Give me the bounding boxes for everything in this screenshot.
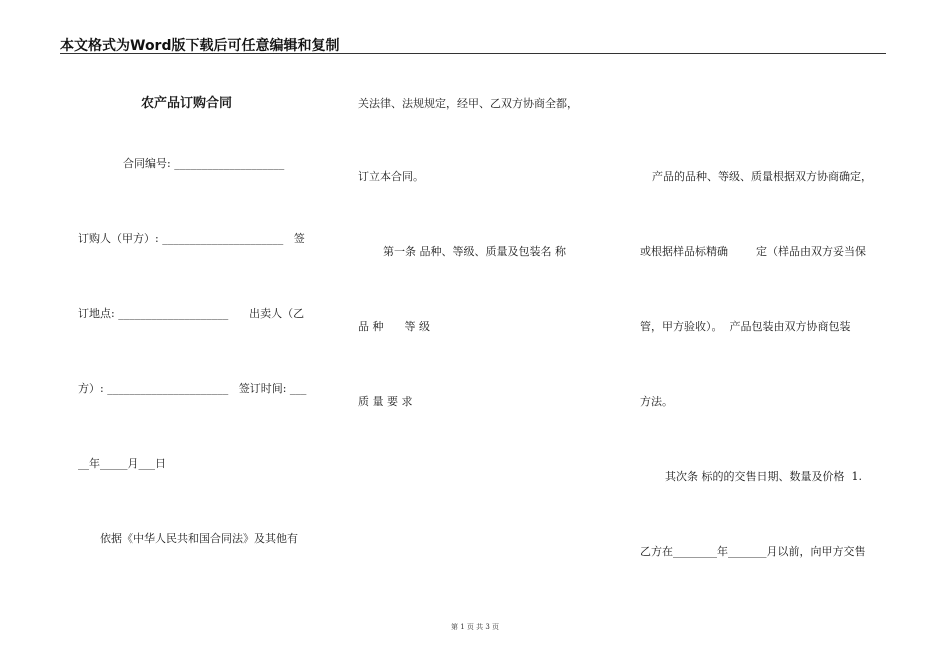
signing-place-line: 订地点: ____________________ 出卖人（乙 <box>78 307 305 320</box>
document-title: 农产品订购合同 <box>141 96 233 111</box>
date-blanks-line: __年_____月___日 <box>78 457 166 470</box>
contract-number-line: 合同编号: ____________________ <box>123 157 285 170</box>
buyer-line: 订购人（甲方）: ______________________ 签 <box>78 232 305 245</box>
basis-paragraph-line: 依据《中华人民共和国合同法》及其他有 <box>100 532 298 545</box>
article-two-heading: 其次条 标的的交售日期、数量及价格 1. <box>665 470 862 483</box>
quality-requirement-line: 质 量 要 求 <box>358 395 413 408</box>
law-paragraph-line: 关法律、法规规定，经甲、乙双方协商全都， <box>358 97 578 110</box>
download-note-header: 本文格式为Word版下载后可任意编辑和复制 <box>60 38 340 54</box>
method-line: 方法。 <box>640 395 673 408</box>
variety-grade-line: 品 种 等 级 <box>358 320 430 333</box>
packaging-line: 管，甲方验收）。 产品包装由双方协商包装 <box>640 320 851 333</box>
header-divider <box>60 53 886 54</box>
delivery-date-line: 乙方在________年_______月以前，向甲方交售 <box>640 545 866 558</box>
signing-date-line: 方）: ______________________ 签订时间: ___ <box>78 382 307 395</box>
conclusion-line: 订立本合同。 <box>358 170 424 183</box>
page-number: 第 1 页 共 3 页 <box>450 623 500 631</box>
article-one-heading: 第一条 品种、等级、质量及包装名 称 <box>383 245 566 258</box>
sample-standard-line: 或根据样品标精确 定（样品由双方妥当保 <box>640 245 866 258</box>
product-variety-line: 产品的品种、等级、质量根据双方协商确定， <box>652 170 872 183</box>
